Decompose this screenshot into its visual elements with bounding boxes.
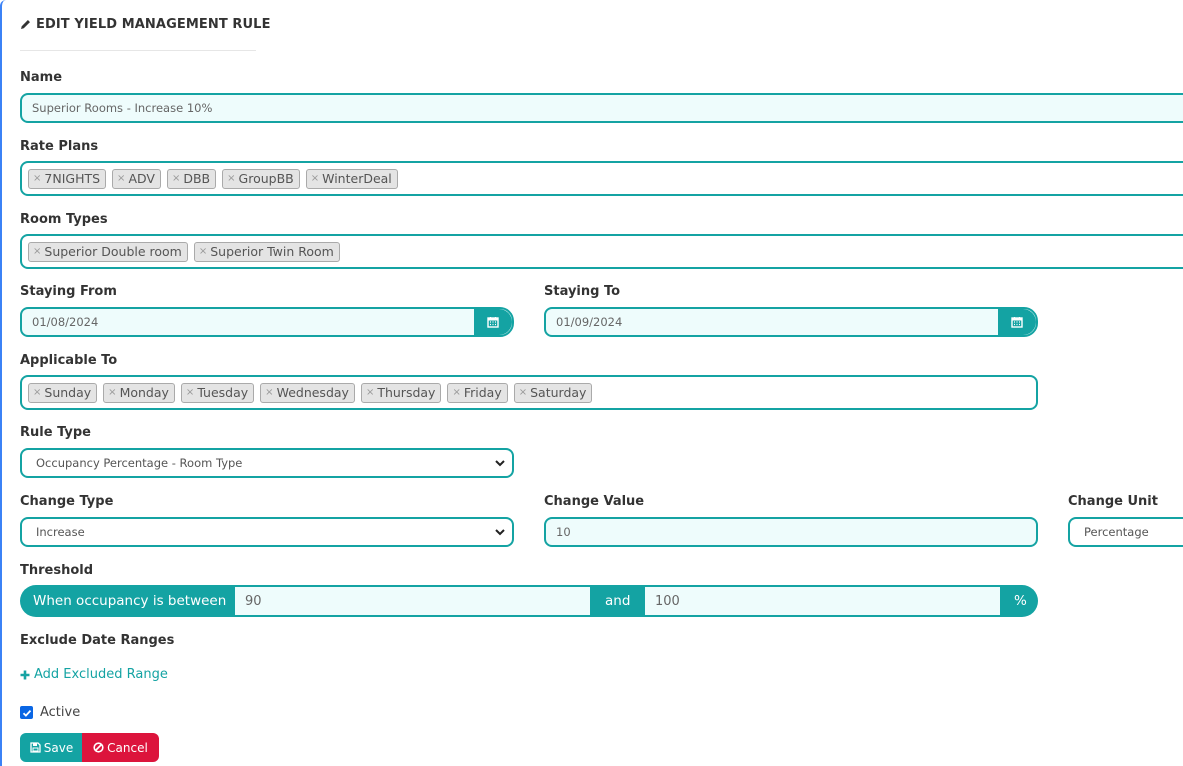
remove-tag-icon[interactable]: × <box>198 246 208 257</box>
remove-tag-icon[interactable]: × <box>310 173 320 184</box>
pencil-icon <box>20 19 31 30</box>
remove-tag-icon[interactable]: × <box>265 387 274 398</box>
remove-tag-icon[interactable]: × <box>108 387 117 398</box>
remove-tag-icon[interactable]: × <box>452 387 461 398</box>
staying-from-label: Staying From <box>20 284 117 299</box>
rate-plan-tag: × DBB <box>167 169 216 189</box>
remove-tag-icon[interactable]: × <box>185 387 195 398</box>
threshold-max-input[interactable] <box>645 587 1000 615</box>
save-button[interactable] <box>20 733 83 762</box>
rate-plan-tag: × GroupBB <box>222 169 300 189</box>
cancel-button[interactable] <box>82 733 159 762</box>
threshold-joiner: and <box>605 593 631 609</box>
remove-tag-icon[interactable]: × <box>171 173 181 184</box>
rule-type-label: Rule Type <box>20 425 91 440</box>
active-checkbox[interactable] <box>20 706 33 719</box>
threshold-min-value: 90 <box>245 593 262 609</box>
applicable-days-select[interactable] <box>20 375 1038 410</box>
calendar-icon <box>487 316 499 328</box>
name-value: Superior Rooms - Increase 10% <box>32 101 213 115</box>
chevron-down-icon <box>494 457 506 469</box>
change-type-label: Change Type <box>20 494 114 509</box>
rule-type-value: Occupancy Percentage - Room Type <box>36 456 243 470</box>
threshold-suffix: % <box>1014 593 1027 609</box>
room-types-select[interactable] <box>20 234 1183 269</box>
rate-plans-select[interactable] <box>20 161 1183 196</box>
day-tag: × Saturday <box>514 383 593 403</box>
staying-from-input[interactable] <box>20 307 514 337</box>
exclude-ranges-label: Exclude Date Ranges <box>20 633 175 648</box>
checkmark-icon <box>22 708 32 718</box>
cancel-button-label: Cancel <box>107 740 148 755</box>
calendar-icon <box>1011 316 1023 328</box>
ban-icon <box>93 742 104 753</box>
active-label: Active <box>40 705 81 720</box>
page-title <box>20 17 271 32</box>
add-excluded-range-link[interactable] <box>20 667 168 682</box>
rule-type-select[interactable] <box>20 448 514 478</box>
threshold-group <box>20 585 1038 617</box>
floppy-disk-icon <box>30 742 41 753</box>
change-unit-value: Percentage <box>1084 525 1149 539</box>
rate-plan-tag: × WinterDeal <box>306 169 398 189</box>
chevron-down-icon <box>494 526 506 538</box>
room-type-tag: × Superior Twin Room <box>194 242 340 262</box>
day-tag: × Wednesday <box>260 383 355 403</box>
applicable-to-label: Applicable To <box>20 353 118 368</box>
threshold-label: Threshold <box>20 563 94 578</box>
remove-tag-icon[interactable]: × <box>117 173 126 184</box>
remove-tag-icon[interactable]: × <box>33 387 42 398</box>
remove-tag-icon[interactable]: × <box>518 387 528 398</box>
room-type-tag: × Superior Double room <box>28 242 188 262</box>
change-type-select[interactable] <box>20 517 514 547</box>
plus-icon <box>20 670 30 680</box>
active-row <box>20 705 80 720</box>
threshold-max-value: 100 <box>655 593 680 609</box>
change-type-value: Increase <box>36 525 85 539</box>
rate-plans-label: Rate Plans <box>20 139 99 154</box>
change-unit-select[interactable] <box>1068 517 1183 547</box>
staying-to-label: Staying To <box>544 284 621 299</box>
day-tag: × Sunday <box>28 383 97 403</box>
remove-tag-icon[interactable]: × <box>365 387 375 398</box>
change-value-input[interactable] <box>544 517 1038 547</box>
calendar-button[interactable] <box>998 309 1036 335</box>
remove-tag-icon[interactable]: × <box>33 173 42 184</box>
change-value-label: Change Value <box>544 494 645 509</box>
threshold-min-input[interactable] <box>235 587 590 615</box>
change-value-value: 10 <box>556 525 571 539</box>
add-excluded-range-text: Add Excluded Range <box>34 667 168 682</box>
rate-plan-tag: × ADV <box>112 169 161 189</box>
staying-to-input[interactable] <box>544 307 1038 337</box>
room-types-label: Room Types <box>20 212 108 227</box>
threshold-prefix: When occupancy is between <box>33 593 227 609</box>
staying-to-value: 01/09/2024 <box>556 315 623 329</box>
title-divider <box>20 50 256 51</box>
change-unit-label: Change Unit <box>1068 494 1158 509</box>
name-label: Name <box>20 70 63 85</box>
day-tag: × Monday <box>103 383 175 403</box>
day-tag: × Tuesday <box>181 383 254 403</box>
card-edge <box>0 0 6 766</box>
day-tag: × Friday <box>447 383 507 403</box>
calendar-button[interactable] <box>474 309 512 335</box>
staying-from-value: 01/08/2024 <box>32 315 99 329</box>
remove-tag-icon[interactable]: × <box>227 173 236 184</box>
day-tag: × Thursday <box>361 383 442 403</box>
rate-plan-tag: × 7NIGHTS <box>28 169 106 189</box>
name-input[interactable] <box>20 93 1183 123</box>
save-button-label: Save <box>43 740 74 755</box>
remove-tag-icon[interactable]: × <box>33 246 42 257</box>
page-title-text: EDIT YIELD MANAGEMENT RULE <box>36 17 271 32</box>
